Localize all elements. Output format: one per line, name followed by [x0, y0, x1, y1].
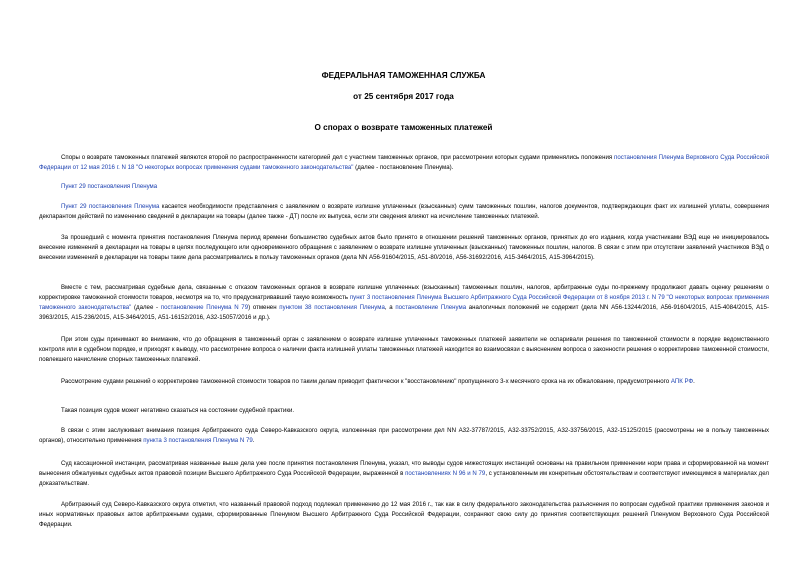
link-plenum-resolution[interactable]: постановление Пленума [395, 304, 467, 311]
paragraph-text: Арбитражный суд Северо-Кавказского округа отметил, что названный правовой подход подлежал применению до 12 мая 2016 г., так как в силу федерального законодательства разъяснения по вопросам судебной практики применения законов и иных нормативных правовых актов арбитражными судами, сформированные Пленумом Высшего Арбитражного Суда Российской Федерации, сохраняют свою силу до принятия соответствующих решений Пленумом Верховного Суда Российской Федерации. [39, 501, 769, 528]
link-point-3-vas-79[interactable]: пункт 3 постановления Пленума Высшего Арбитражного Суда Российской Федерации от 8 ноября 2013 г. N 79 "О некоторых вопросах применения таможенного законодательства" [39, 294, 769, 311]
paragraph-text: Споры о возврате таможенных платежей являются второй по распространенности категорией дел с участием таможенных органов, при рассмотрении которых судами применялись положения [61, 154, 615, 161]
paragraph-text: , а [384, 304, 396, 311]
link-plenum-resolution-18[interactable]: постановления Пленума Верховного Суда Российской Федерации от 12 мая 2016 г. N 18 "О некоторых вопросах применения судами таможенного законодательства" [39, 154, 769, 171]
document-title: О спорах о возврате таможенных платежей [314, 123, 493, 132]
paragraph-10 [39, 459, 769, 489]
paragraph-text: За прошедший с момента принятия постановления Пленума период времени большинство судебных актов было принято в отношении решений таможенных органов, принятых до его издания, когда участниками ВЭД еще не инициировалось внесение изменений в декларации на товары в целях последующего или одновременного обращения с заявлением о возврате излишне уплаченных (взысканных) таможенных пошлин, налогов. В связи с этим при отсутствии заявлений участников ВЭД о внесении изменений в декларации на товары такие дела рассматривались в пользу таможенных органов (дела NN А56-91604/2015, А51-80/2016, А56-31692/2016, А15-3464/2015, А15-3964/2015). [39, 234, 769, 261]
paragraph-11 [39, 500, 769, 530]
org-heading: ФЕДЕРАЛЬНАЯ ТАМОЖЕННАЯ СЛУЖБА [321, 71, 486, 80]
paragraph-6 [39, 335, 769, 365]
paragraph-3 [39, 202, 769, 222]
link-point-3-plenum-79[interactable]: пункта 3 постановления Пленума N 79 [143, 437, 253, 444]
paragraph-5 [39, 283, 769, 323]
paragraph-text: Суд кассационной инстанции, рассматривая названные выше дела уже после принятия постановления Пленума, указал, что выводы судов нижестоящих инстанций основаны на правильном применении норм права и сформированной на момент вынесения обжалуемых судебных актов правовой позиции Высшего Арбитражного Суда Российской Федерации, выраженной в [39, 460, 769, 477]
link-resolutions-96-79[interactable]: постановлениях N 96 и N 79 [405, 470, 486, 477]
link-point-29[interactable]: Пункт 29 постановления Пленума [61, 183, 158, 190]
paragraph-7 [39, 377, 769, 387]
paragraph-text: . [252, 437, 255, 444]
paragraph-text: В связи с этим заслуживает внимания позиция Арбитражного суда Северо-Кавказского округа, изложенная при рассмотрении дел NN А32-37787/2015, А32-33752/2015, А32-33756/2015, А32-15125/2015 (рассмотрены не в пользу таможенных органов), относительно применения [39, 427, 769, 444]
paragraph-text: Рассмотрение судами решений о корректировке таможенной стоимости товаров по таким делам приводит фактически к "восстановлению" пропущенного 3-х месячного срока на их обжалование, предусмотренного [61, 378, 671, 385]
link-point-29-inline[interactable]: Пункт 29 постановления Пленума [61, 203, 160, 210]
paragraph-text: , с установленным им конкретным обстоятельствам и соответствуют имеющимся в материалах дел доказательствам. [39, 470, 769, 487]
paragraph-text: касается необходимости представления с заявлением о возврате излишне уплаченных (взысканных) сумм таможенных пошлин, налогов документов, подтверждающих факт их излишней уплаты, совершения декларантом действий по изменению сведений в декларации на товары (далее также - ДТ) после их выпуска, если эти сведения влияют на исчисление таможенных платежей. [39, 203, 769, 220]
paragraph-text: (далее - [131, 304, 161, 311]
paragraph-9 [39, 426, 769, 446]
paragraph-text: Такая позиция судов может негативно сказаться на состоянии судебной практики. [61, 407, 295, 414]
link-plenum-79[interactable]: постановление Пленума N 79 [160, 304, 249, 311]
paragraph-text: При этом суды принимают во внимание, что до обращения в таможенный орган с заявлением о возврате излишне уплаченных таможенных платежей заявители не оспаривали решения по таможенной стоимости в порядке ведомственного контроля или в судебном порядке, и приходят к выводу, что рассмотрение вопроса о наличии факта излишней уплаты таможенных платежей находится во взаимосвязи с выяснением вопроса о законности решения о корректировке таможенной стоимости, повлекшего начисление спорных таможенных платежей. [39, 336, 769, 363]
paragraph-text: аналогичных положений не содержит (дела NN А56-13244/2016, А56-91604/2015, А15-4084/2015, А15-3963/2015, А15-236/2015, А15-3464/2015, А51-16152/2016, А32-15057/2016 и др.). [39, 304, 769, 321]
paragraph-2 [39, 182, 769, 192]
paragraph-4 [39, 233, 769, 263]
paragraph-1 [39, 153, 769, 173]
link-point-38[interactable]: пунктом 38 постановления Пленума [279, 304, 385, 311]
paragraph-text: (далее - постановление Пленума). [353, 164, 454, 171]
paragraph-8 [39, 406, 769, 416]
link-apk-rf[interactable]: АПК РФ [670, 378, 694, 385]
paragraph-text: . [693, 378, 695, 385]
paragraph-text: ) отменен [248, 304, 280, 311]
document-date: от 25 сентября 2017 года [353, 92, 454, 101]
paragraph-text: Вместе с тем, рассматривая судебные дела, связанные с отказом таможенных органов в возврате излишне уплаченных (взысканных) таможенных пошлин, налогов, арбитражные суды по-прежнему продолжают давать оценку решениям о корректировке таможенной стоимости товаров, несмотря на то, что предусматривавший такую возможность [39, 284, 769, 301]
